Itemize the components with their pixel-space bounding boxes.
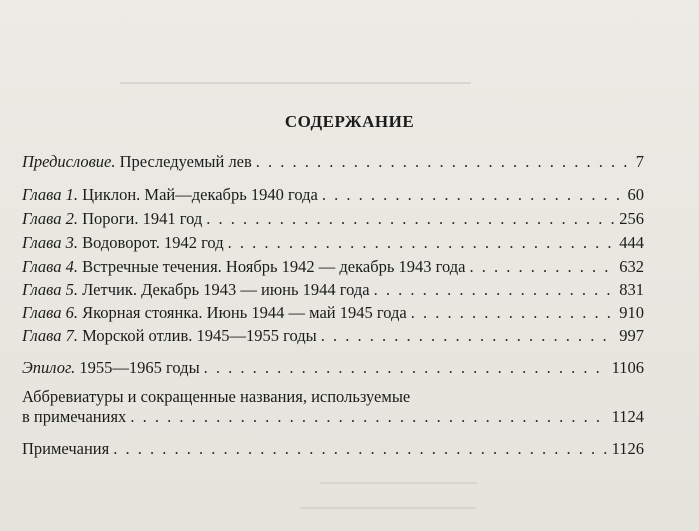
page-number: 997 [619,326,644,345]
toc-entry-chapter-3[interactable] [22,233,644,253]
entry-prefix: Глава 2. [22,209,78,228]
page-number: 1124 [611,407,644,426]
page-number: 60 [627,185,644,204]
dot-leader [228,233,616,253]
toc-entry-epilogue[interactable] [22,358,644,378]
entry-prefix: Глава 3. [22,233,78,252]
dot-leader [322,185,624,205]
entry-prefix: Глава 5. [22,280,78,299]
dot-leader [204,358,608,378]
page-number: 444 [619,233,644,252]
page-number: 7 [635,152,644,171]
page-number: 256 [619,209,644,228]
entry-title: Летчик. Декабрь 1943 — июнь 1944 года [82,280,370,299]
toc-entry-chapter-5[interactable] [22,280,644,300]
page-number: 831 [619,280,644,299]
entry-title: Циклон. Май—декабрь 1940 года [82,185,318,204]
dot-leader [206,209,615,229]
toc-heading: СОДЕРЖАНИЕ [284,112,415,131]
dot-leader [113,439,607,459]
page-number: 910 [619,303,644,322]
toc-entry-chapter-4[interactable] [22,257,644,277]
entry-prefix: Глава 1. [22,185,78,204]
show-through-text: ▁▁▁▁▁▁▁▁▁▁▁▁▁▁▁▁▁ [320,470,477,484]
toc-entry-abbreviations[interactable] [22,407,644,427]
entry-title: 1955—1965 годы [79,358,200,377]
toc-entry-chapter-1[interactable] [22,185,644,205]
dot-leader [374,280,616,300]
dot-leader [130,407,607,427]
entry-title: Якорная стоянка. Июнь 1944 — май 1945 года [82,303,407,322]
entry-prefix: Эпилог. [22,358,76,377]
page-number: 1106 [611,358,644,377]
entry-title: Водоворот. 1942 год [82,233,224,252]
entry-title: Морской отлив. 1945—1955 годы [82,326,317,345]
toc-entry-preface[interactable] [22,152,644,172]
entry-title: Примечания [22,439,110,458]
dot-leader [411,303,616,323]
toc-entry-abbreviations-line1[interactable]: Аббревиатуры и сокращенные названия, используемые [22,387,411,406]
dot-leader [321,326,616,346]
entry-prefix: Глава 7. [22,326,78,345]
dot-leader [469,257,615,277]
show-through-text: ▁▁▁▁▁▁▁▁▁▁▁▁▁▁▁▁▁▁▁▁▁▁▁▁▁▁▁▁▁▁▁▁▁▁▁▁▁▁ [120,70,471,84]
show-through-text: ▁▁▁▁▁▁▁▁▁▁▁▁▁▁▁▁▁▁▁ [300,495,476,509]
toc-entry-chapter-2[interactable] [22,209,644,229]
entry-prefix: Глава 6. [22,303,78,322]
toc-entry-chapter-6[interactable] [22,303,644,323]
toc-entry-notes[interactable] [22,439,644,459]
entry-prefix: Предисловие. [22,152,116,171]
toc-entry-chapter-7[interactable] [22,326,644,346]
entry-prefix: Глава 4. [22,257,78,276]
page-number: 1126 [611,439,644,458]
entry-title: в примечаниях [22,407,127,426]
dot-leader [256,152,632,172]
entry-title: Пороги. 1941 год [82,209,203,228]
entry-title: Встречные течения. Ноябрь 1942 — декабрь 1943 года [82,257,466,276]
entry-title: Преследуемый лев [119,152,252,171]
page-number: 632 [619,257,644,276]
